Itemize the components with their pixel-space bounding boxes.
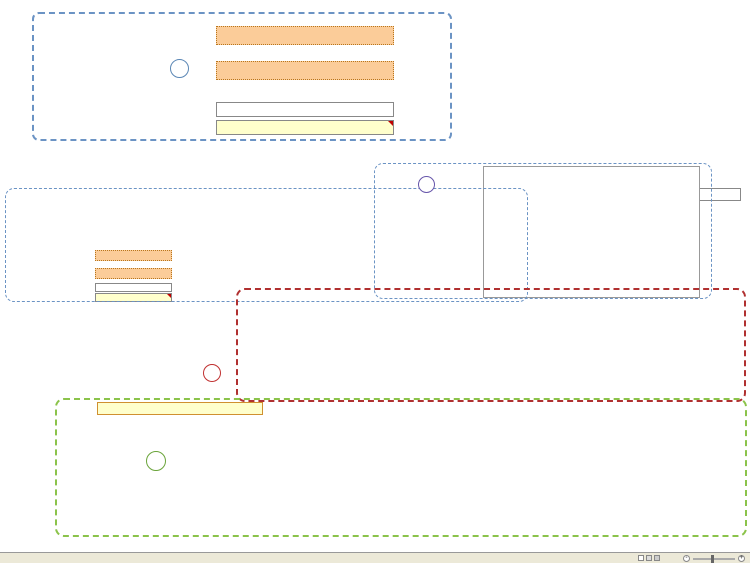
inset-panel	[32, 12, 452, 141]
callout-4-icon	[418, 176, 435, 193]
view-break-icon[interactable]	[654, 555, 660, 561]
comment-marker-icon	[388, 121, 393, 126]
inset-building-input[interactable]	[216, 120, 394, 135]
inset-region-input[interactable]	[216, 26, 394, 45]
view-normal-icon[interactable]	[638, 555, 644, 561]
building-location-input[interactable]	[95, 293, 172, 302]
climate-dataset-input[interactable]	[95, 268, 172, 279]
region-input[interactable]	[95, 250, 172, 261]
zoom-slider[interactable]	[693, 558, 735, 560]
zoom-out-button[interactable]: -	[683, 555, 690, 562]
inset-climate-input[interactable]	[216, 61, 394, 80]
region-callout-box	[5, 188, 528, 302]
callout-3-icon	[146, 451, 166, 471]
status-bar	[0, 552, 750, 563]
chart-frame	[483, 166, 700, 298]
view-layout-icon[interactable]	[646, 555, 652, 561]
climate-table-highlight-box	[236, 288, 746, 402]
comment-marker-icon	[167, 294, 171, 298]
inset-weather-input[interactable]	[216, 102, 394, 117]
user-data-title-box	[97, 402, 263, 415]
zoom-slider-thumb[interactable]	[711, 555, 714, 563]
zoom-in-button[interactable]: +	[739, 555, 744, 562]
callout-2-icon	[203, 364, 221, 382]
weather-station-input[interactable]	[95, 283, 172, 292]
callout-1-icon	[170, 59, 189, 78]
